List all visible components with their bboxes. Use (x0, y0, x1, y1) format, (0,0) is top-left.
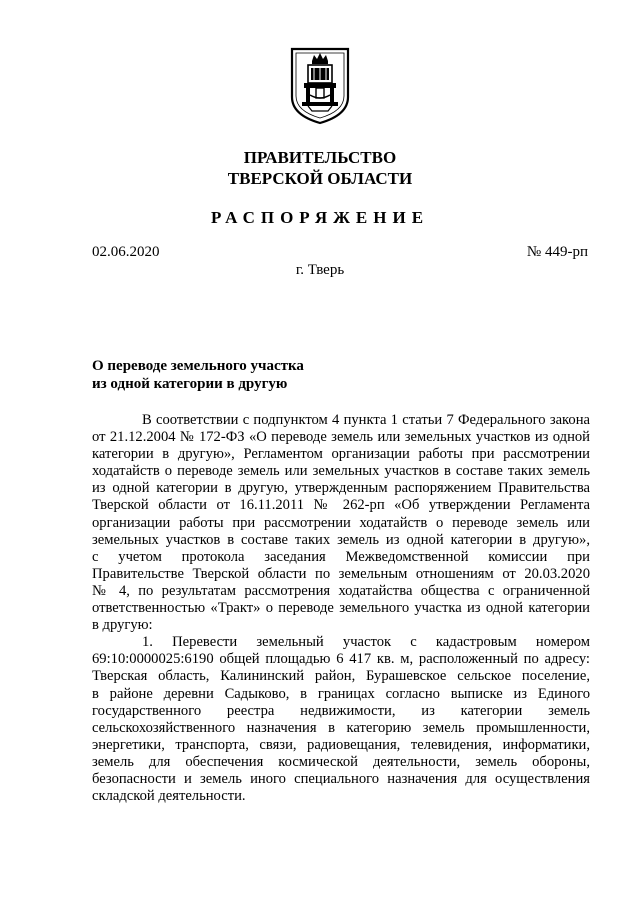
org-name-line2: ТВЕРСКОЙ ОБЛАСТИ (227, 169, 413, 188)
body-line: 69:10:0000025:6190 общей площадью 6 417 кв. м, расположенный по адресу: (92, 651, 590, 668)
body-line: с учетом протокола заседания Межведомственной комиссии при (92, 548, 590, 565)
body-line: Тверской области от 16.11.2011 № 262-рп «Об утверждении Регламента (92, 497, 590, 514)
body-line: земель для обеспечения космической деятельности, земель обороны, (92, 753, 590, 770)
document-city: г. Тверь (295, 262, 345, 278)
body-line: ходатайств о переводе земель или земельных участков в составе таких земель (92, 463, 590, 480)
document-type: РАСПОРЯЖЕНИЕ (210, 208, 430, 227)
document-number: № 449-рп (526, 244, 588, 260)
subject-line2: из одной категории в другую (92, 376, 288, 392)
body-line: государственного реестра недвижимости, из категории земель (92, 702, 590, 719)
body-line: 1. Перевести земельный участок с кадастровым номером (142, 634, 590, 651)
body-line: земельных участков в составе таких земель из одной категории в другую», (92, 531, 590, 548)
body-line: В соответствии с подпунктом 4 пункта 1 статьи 7 Федерального закона (142, 412, 590, 428)
body-line: энергетики, транспорта, связи, радиовещания, телевидения, информатики, (92, 736, 590, 753)
body-line: складской деятельности. (92, 788, 246, 805)
tver-coat-of-arms-icon (288, 45, 352, 125)
body-line: сельскохозяйственного назначения в категорию земель промышленности, (92, 719, 590, 736)
body-line: организации работы при рассмотрении ходатайств о переводе земель или (92, 514, 590, 531)
body-line: Тверская область, Калининский район, Бурашевское сельское поселение, (92, 668, 590, 685)
document-date: 02.06.2020 (92, 244, 160, 260)
body-line: ответственностью «Тракт» о переводе земельного участка из одной категории (92, 600, 590, 617)
body-line: категории в другую», Регламентом организации работы при рассмотрении (92, 446, 590, 463)
subject-line1: О переводе земельного участка (92, 358, 304, 374)
body-line: в районе деревни Садыково, в границах согласно выписке из Единого (92, 685, 590, 702)
body-line: Правительстве Тверской области по земельным отношениям от 20.03.2020 (92, 565, 590, 582)
body-line: в другую: (92, 617, 153, 634)
document-body (92, 412, 590, 805)
org-name-line1: ПРАВИТЕЛЬСТВО (243, 148, 397, 167)
document-subject (92, 357, 304, 393)
body-line: от 21.12.2004 № 172-ФЗ «О переводе земель или земельных участков из одной (92, 429, 590, 446)
body-line: из одной категории в другую, утвержденным распоряжением Правительства (92, 480, 590, 497)
body-line: № 4, по результатам рассмотрения ходатайства общества с ограниченной (92, 582, 590, 599)
body-line: безопасности и земель иного специального назначения для осуществления (92, 770, 590, 787)
